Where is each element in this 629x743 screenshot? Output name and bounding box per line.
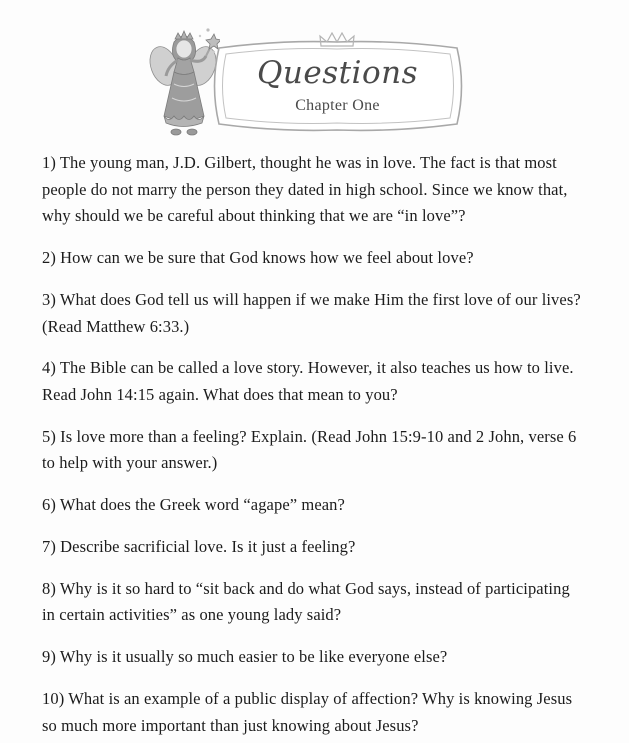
list-item: 5) Is love more than a feeling? Explain. (Read John 15:9-10 and 2 John, verse 6 to help with your answer.) [42,426,577,473]
page-banner [0,0,629,150]
list-item: 9) Why is it usually so much easier to be like everyone else? [42,647,448,667]
list-item: 1) The young man, J.D. Gilbert, thought he was in love. The fact is that most people do not marry the person they dated in high school. Since we know that, why should we be careful about thinking that we are “in love”? [42,153,568,226]
list-item: 2) How can we be sure that God knows how we feel about love? [42,248,474,268]
page-title: Questions [256,55,419,92]
crown-icon [318,32,358,48]
scroll-plaque-frame [205,40,470,132]
page-subtitle: Chapter One [295,96,380,114]
list-item: 10) What is an example of a public display of affection? Why is knowing Jesus so much more important than just knowing about Jesus? [42,688,573,735]
list-item: 7) Describe sacrificial love. Is it just a feeling? [42,536,356,556]
list-item: 8) Why is it so hard to “sit back and do what God says, instead of participating in certain activities” as one young lady said? [42,578,570,625]
list-item: 6) What does the Greek word “agape” mean? [42,495,345,515]
list-item: 3) What does God tell us will happen if we make Him the first love of our lives? (Read Matthew 6:33.) [42,289,581,336]
questions-list [0,150,629,739]
list-item: 4) The Bible can be called a love story. However, it also teaches us how to live. Read John 14:15 again. What does that mean to you? [42,358,574,405]
